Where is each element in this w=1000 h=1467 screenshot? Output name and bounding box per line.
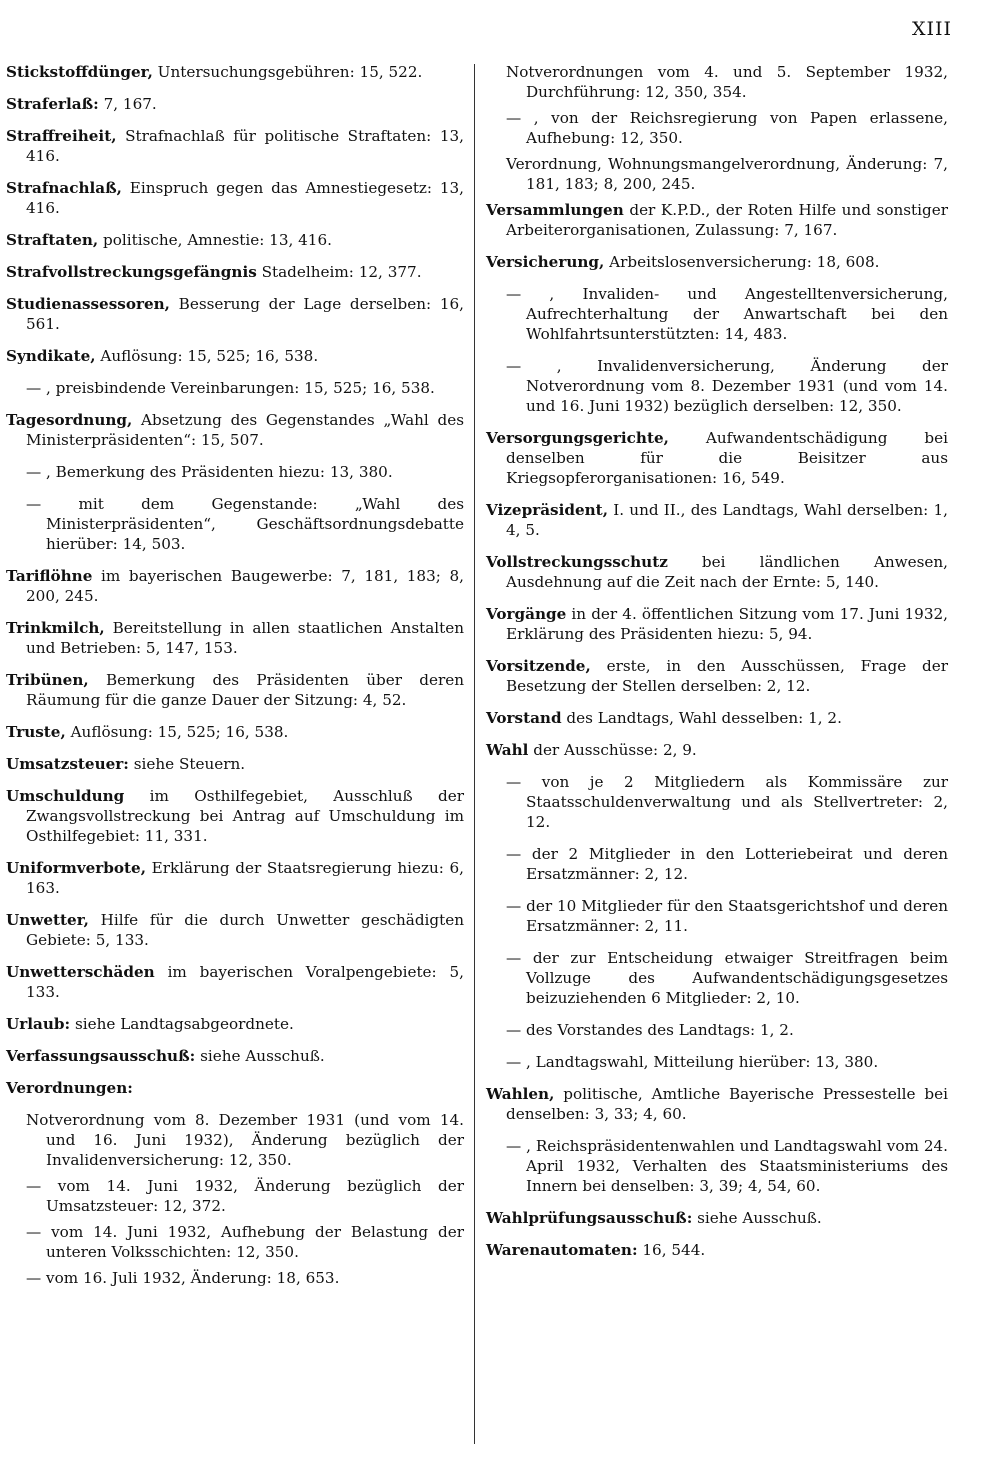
index-entry-heading: Strafnachlaß, — [6, 179, 122, 197]
index-entry-heading: Versammlungen — [486, 201, 624, 219]
index-subentry: — der zur Entscheidung etwaiger Streitfragen beim Vollzuge des Aufwandentschädigungsgesetzes beizuziehenden 6 Mitglieder: 2, 10. — [506, 949, 948, 1007]
index-entry — [486, 428, 948, 488]
index-entry — [6, 346, 464, 366]
index-entry-text: bei ländlichen Anwesen, Ausdehnung auf die Zeit nach der Ernte: 5, 140. — [506, 553, 948, 591]
index-entry — [6, 1078, 464, 1098]
index-subentry: — , Invaliden- und Angestelltenversicherung, Aufrechterhaltung der Anwartschaft bei den Wohlfahrtsunterstützten: 14, 483. — [506, 285, 948, 343]
index-entry-heading: Vizepräsident, — [486, 501, 608, 519]
index-subentry: — vom 14. Juni 1932, Änderung bezüglich der Umsatzsteuer: 12, 372. — [26, 1177, 464, 1215]
index-entry-text: Stadelheim: 12, 377. — [256, 263, 422, 281]
index-subentry: — , Bemerkung des Präsidenten hiezu: 13, 380. — [26, 463, 393, 481]
index-subentry: — der 10 Mitglieder für den Staatsgerichtshof und deren Ersatzmänner: 2, 11. — [506, 897, 948, 935]
index-entry-heading: Tariflöhne — [6, 567, 93, 585]
index-entry-text: Hilfe für die durch Unwetter geschädigten Gebiete: 5, 133. — [26, 911, 464, 949]
index-entry-heading: Urlaub: — [6, 1015, 71, 1033]
index-entry — [486, 740, 948, 760]
index-subentry: — mit dem Gegenstande: „Wahl des Ministerpräsidenten“, Geschäftsordnungsdebatte hierüber: 14, 503. — [26, 495, 464, 553]
index-subentry: — , von der Reichsregierung von Papen erlassene, Aufhebung: 12, 350. — [506, 109, 948, 147]
index-entry-text: politische, Amnestie: 13, 416. — [98, 231, 332, 249]
index-column-right — [486, 62, 948, 1272]
index-entry — [486, 200, 948, 240]
index-entry-text: des Landtags, Wahl desselben: 1, 2. — [561, 709, 842, 727]
index-entry — [486, 708, 948, 728]
index-entry-heading: Vorgänge — [486, 605, 567, 623]
index-entry-text: Strafnachlaß für politische Straftaten: 13, 416. — [26, 127, 464, 165]
index-entry-text: Auflösung: 15, 525; 16, 538. — [65, 723, 289, 741]
index-entry — [6, 178, 464, 218]
index-entry-heading: Tagesordnung, — [6, 411, 133, 429]
index-entry-heading: Umschuldung — [6, 787, 125, 805]
index-entry — [486, 604, 948, 644]
index-entry-heading: Strafvollstreckungsgefängnis — [6, 263, 257, 281]
index-entry-text: Absetzung des Gegenstandes „Wahl des Ministerpräsidenten“: 15, 507. — [26, 411, 464, 449]
index-subentry: — , preisbindende Vereinbarungen: 15, 525; 16, 538. — [26, 379, 435, 397]
index-entry-text: Aufwandentschädigung bei denselben für die Beisitzer aus Kriegsopferorganisationen: 16, 549. — [506, 429, 948, 487]
index-entry-heading: Warenautomaten: — [486, 1241, 638, 1259]
page-number: XIII — [911, 18, 952, 40]
index-entry — [486, 1240, 948, 1260]
index-entry-text: Untersuchungsgebühren: 15, 522. — [152, 63, 423, 81]
index-entry-text: erste, in den Ausschüssen, Frage der Besetzung der Stellen derselben: 2, 12. — [506, 657, 948, 695]
index-entry — [6, 786, 464, 846]
index-entry-heading: Wahl — [486, 741, 529, 759]
index-entry-heading: Unwetter, — [6, 911, 89, 929]
index-subentry: — , Invalidenversicherung, Änderung der Notverordnung vom 8. Dezember 1931 (und vom 14. und 16. Juni 1932) bezüglich derselben: 12, 350. — [506, 357, 948, 415]
index-entry-heading: Straferlaß: — [6, 95, 99, 113]
index-entry — [486, 1084, 948, 1124]
index-entry-heading: Truste, — [6, 723, 66, 741]
index-subentry: Notverordnung vom 8. Dezember 1931 (und vom 14. und 16. Juni 1932), Änderung bezüglich der Invalidenversicherung: 12, 350. — [26, 1111, 464, 1169]
index-entry-text: Auflösung: 15, 525; 16, 538. — [95, 347, 319, 365]
index-subentry: Verordnung, Wohnungsmangelverordnung, Änderung: 7, 181, 183; 8, 200, 245. — [506, 155, 948, 193]
index-entry-text: im bayerischen Baugewerbe: 7, 181, 183; 8, 200, 245. — [26, 567, 464, 605]
index-entry-text: 16, 544. — [637, 1241, 706, 1259]
index-entry — [6, 94, 464, 114]
index-entry-heading: Vorstand — [486, 709, 562, 727]
index-entry-text: siehe Ausschuß. — [195, 1047, 325, 1065]
index-entry-heading: Tribünen, — [6, 671, 89, 689]
index-entry-text: in der 4. öffentlichen Sitzung vom 17. Juni 1932, Erklärung des Präsidenten hiezu: 5, 94. — [506, 605, 948, 643]
index-entry — [486, 252, 948, 272]
index-entry — [486, 1208, 948, 1228]
index-entry-heading: Unwetterschäden — [6, 963, 155, 981]
index-entry — [6, 858, 464, 898]
index-entry — [6, 962, 464, 1002]
index-entry-text: Erklärung der Staatsregierung hiezu: 6, 163. — [26, 859, 464, 897]
index-entry — [6, 1046, 464, 1066]
index-entry-text: siehe Ausschuß. — [692, 1209, 822, 1227]
index-entry-text: siehe Landtagsabgeordnete. — [70, 1015, 294, 1033]
index-entry — [486, 500, 948, 540]
index-entry — [6, 1014, 464, 1034]
index-entry-text: der K.P.D., der Roten Hilfe und sonstiger Arbeiterorganisationen, Zulassung: 7, 167. — [506, 201, 948, 239]
index-entry-text: 7, 167. — [98, 95, 157, 113]
index-entry — [6, 126, 464, 166]
index-subentry: — , Reichspräsidentenwahlen und Landtagswahl vom 24. April 1932, Verhalten des Staatsministeriums des Innern bei denselben: 3, 39; 4, 54, 60. — [506, 1137, 948, 1195]
index-subentry: Notverordnungen vom 4. und 5. September 1932, Durchführung: 12, 350, 354. — [506, 63, 948, 101]
index-entry-text: im bayerischen Voralpengebiete: 5, 133. — [26, 963, 464, 1001]
index-entry-text: der Ausschüsse: 2, 9. — [528, 741, 697, 759]
index-entry — [6, 62, 464, 82]
index-entry — [6, 722, 464, 742]
index-entry-text: Bemerkung des Präsidenten über deren Räumung für die ganze Dauer der Sitzung: 4, 52. — [26, 671, 464, 709]
index-entry-heading: Verfassungsausschuß: — [6, 1047, 196, 1065]
index-entry-heading: Versicherung, — [486, 253, 605, 271]
index-entry-heading: Straftaten, — [6, 231, 99, 249]
index-entry-heading: Wahlprüfungsausschuß: — [486, 1209, 693, 1227]
index-entry — [6, 230, 464, 250]
index-entry-text: politische, Amtliche Bayerische Pressestelle bei denselben: 3, 33; 4, 60. — [506, 1085, 948, 1123]
index-entry — [486, 552, 948, 592]
index-entry-text: Einspruch gegen das Amnestiegesetz: 13, 416. — [26, 179, 464, 217]
index-entry-text: Besserung der Lage derselben: 16, 561. — [26, 295, 464, 333]
index-subentry: — von je 2 Mitgliedern als Kommissäre zur Staatsschuldenverwaltung und als Stellvertreter: 2, 12. — [506, 773, 948, 831]
index-entry-text: Bereitstellung in allen staatlichen Anstalten und Betrieben: 5, 147, 153. — [26, 619, 464, 657]
index-subentry: — , Landtagswahl, Mitteilung hierüber: 13, 380. — [506, 1053, 879, 1071]
index-entry-heading: Studienassessoren, — [6, 295, 170, 313]
index-subentry: — der 2 Mitglieder in den Lotteriebeirat und deren Ersatzmänner: 2, 12. — [506, 845, 948, 883]
index-entry — [6, 670, 464, 710]
index-entry-heading: Stickstoffdünger, — [6, 63, 153, 81]
index-entry-heading: Trinkmilch, — [6, 619, 105, 637]
index-column-left — [6, 62, 464, 1294]
index-entry — [6, 262, 464, 282]
index-subentry: — des Vorstandes des Landtags: 1, 2. — [506, 1021, 794, 1039]
index-entry-heading: Vollstreckungsschutz — [486, 553, 668, 571]
index-entry-heading: Vorsitzende, — [486, 657, 591, 675]
index-entry — [486, 656, 948, 696]
index-entry-heading: Syndikate, — [6, 347, 96, 365]
index-entry — [6, 754, 464, 774]
index-entry-text: im Osthilfegebiet, Ausschluß der Zwangsvollstreckung bei Antrag auf Umschuldung im Osthilfegebiet: 11, 331. — [26, 787, 464, 845]
index-entry — [6, 566, 464, 606]
index-entry-heading: Straffreiheit, — [6, 127, 117, 145]
index-entry-text: siehe Steuern. — [128, 755, 246, 773]
index-entry-text: I. und II., des Landtags, Wahl derselben: 1, 4, 5. — [506, 501, 948, 539]
index-subentry: — vom 16. Juli 1932, Änderung: 18, 653. — [26, 1269, 340, 1287]
index-entry — [6, 294, 464, 334]
index-entry — [6, 910, 464, 950]
index-entry-text: Arbeitslosenversicherung: 18, 608. — [604, 253, 880, 271]
index-entry-heading: Wahlen, — [486, 1085, 555, 1103]
index-entry-heading: Uniformverbote, — [6, 859, 146, 877]
column-divider — [474, 64, 475, 1444]
index-entry — [6, 410, 464, 450]
index-entry — [6, 618, 464, 658]
index-entry-heading: Verordnungen: — [6, 1079, 133, 1097]
index-entry-heading: Umsatzsteuer: — [6, 755, 129, 773]
index-subentry: — vom 14. Juni 1932, Aufhebung der Belastung der unteren Volksschichten: 12, 350. — [26, 1223, 464, 1261]
index-entry-heading: Versorgungsgerichte, — [486, 429, 669, 447]
